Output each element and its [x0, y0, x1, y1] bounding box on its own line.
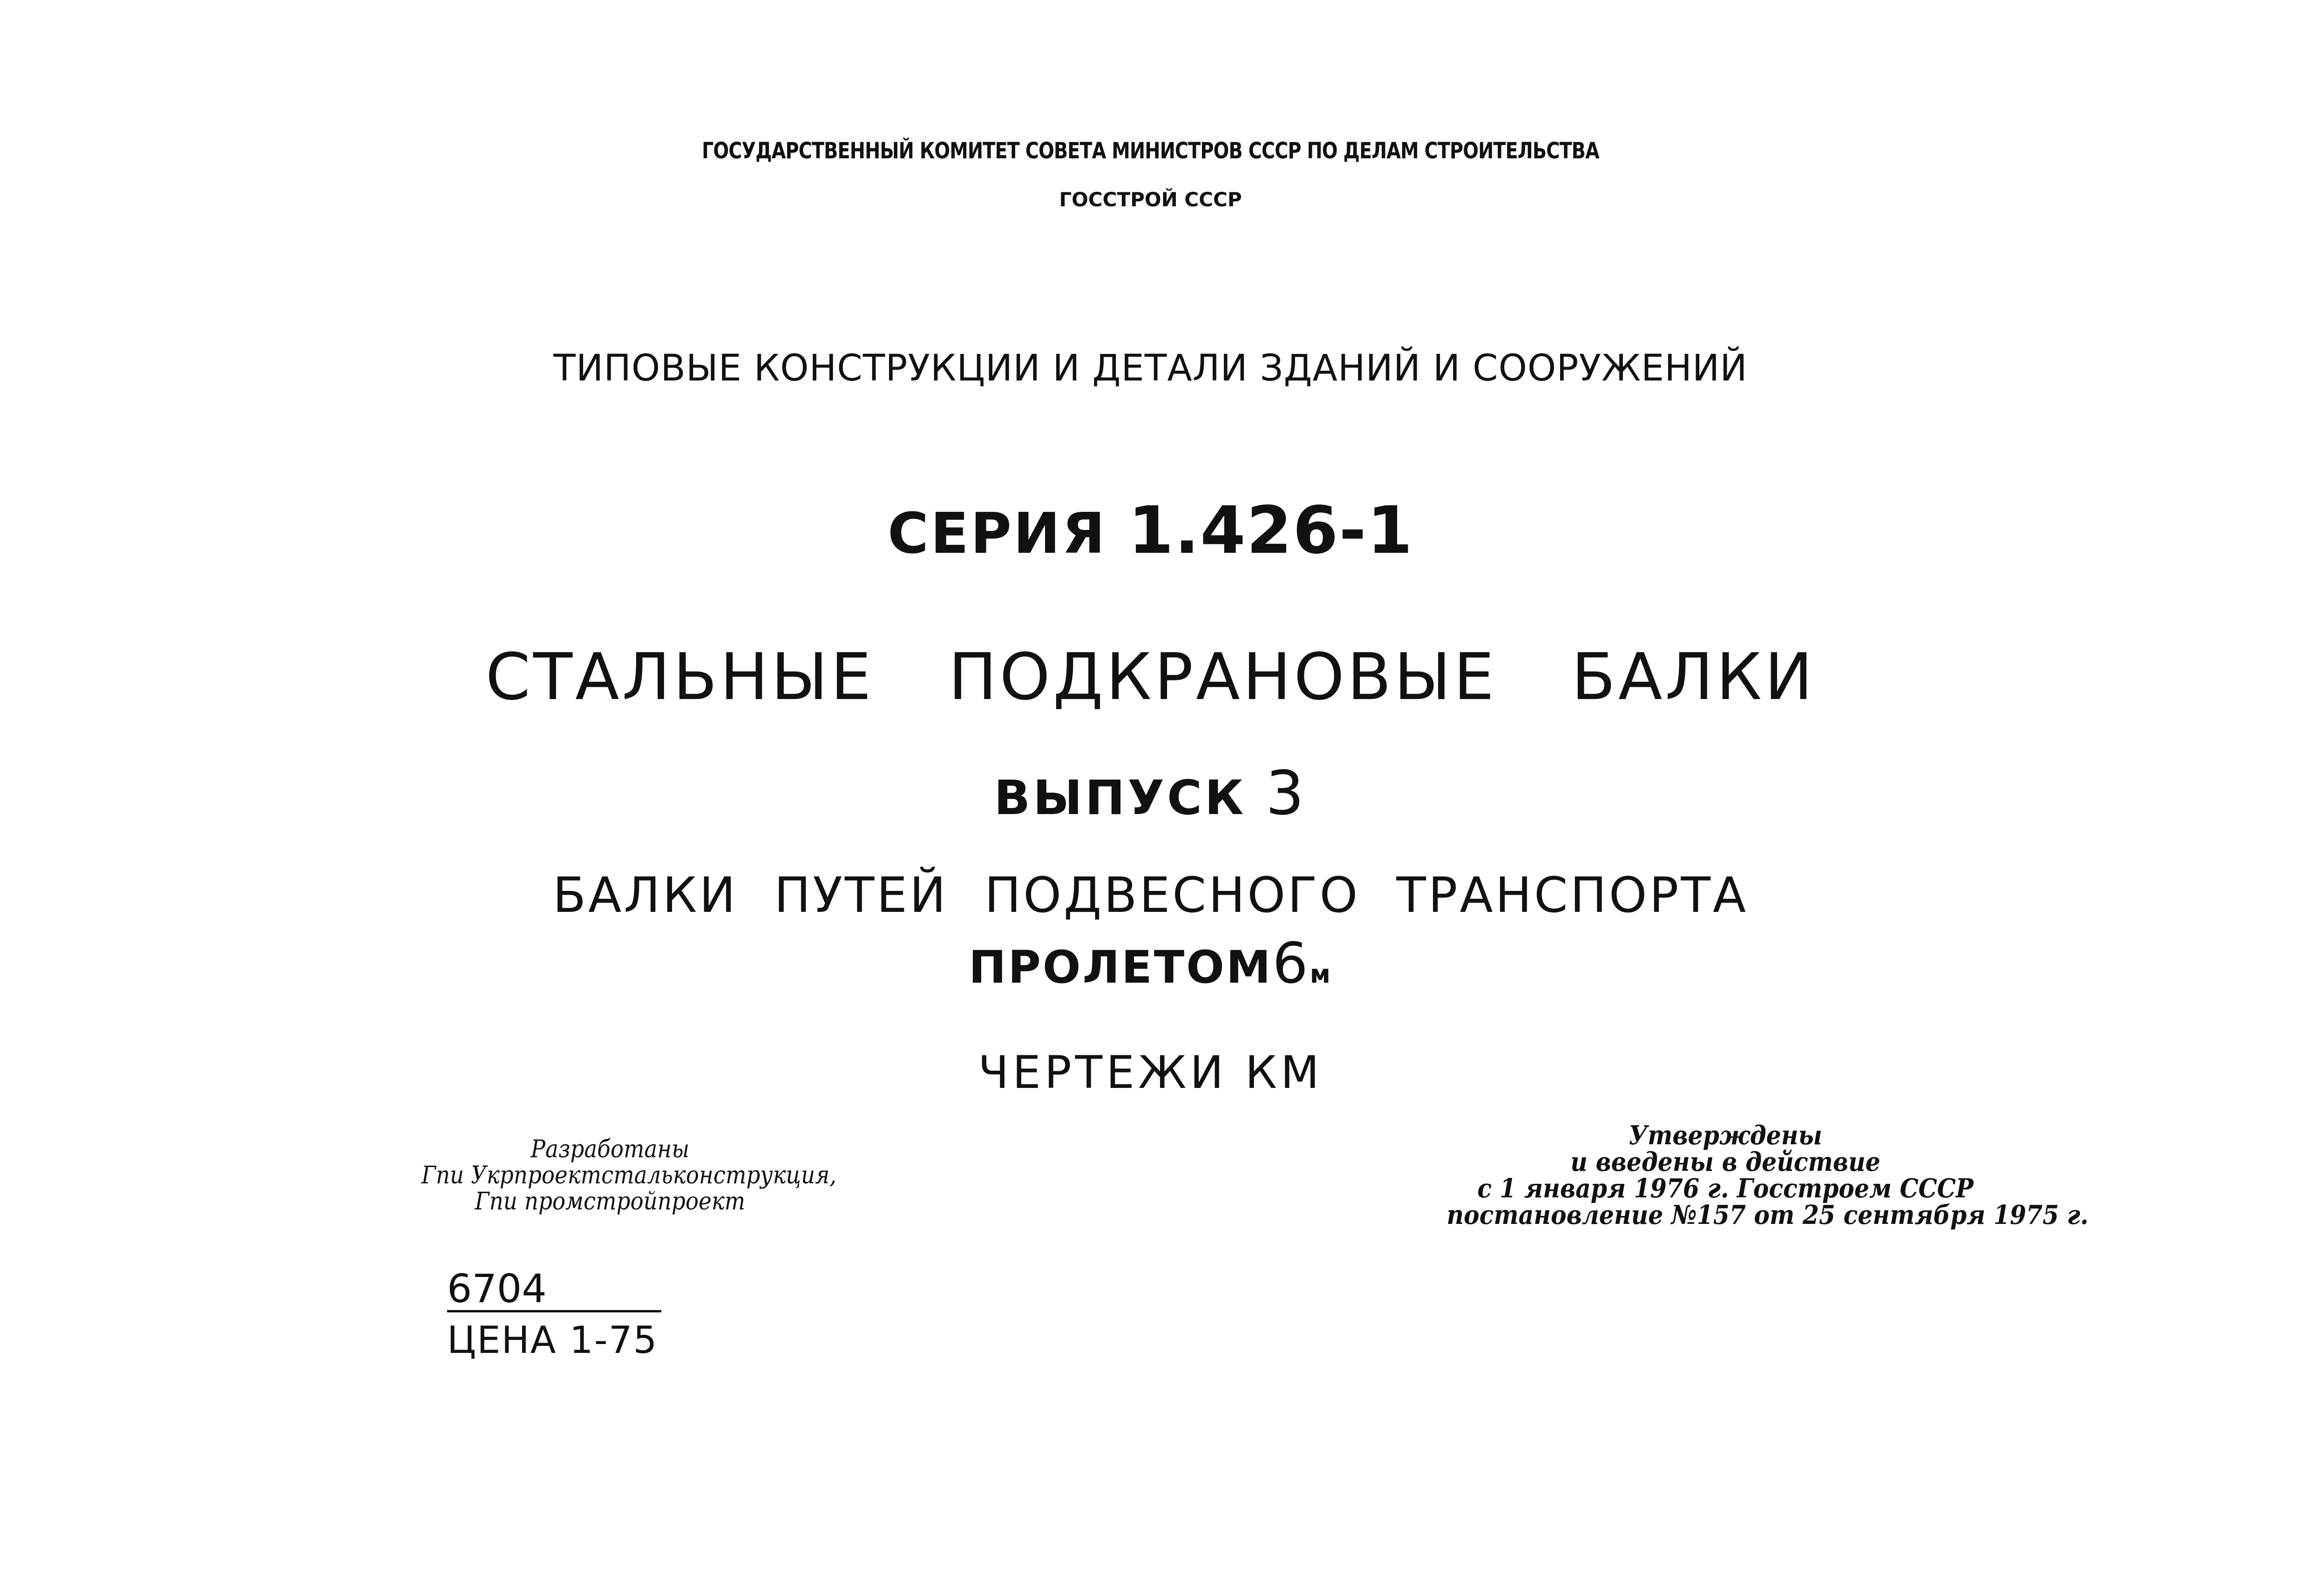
approval-block	[1446, 1120, 2089, 1231]
series-heading	[0, 493, 2301, 569]
approved-line-3: с 1 января 1976 г. Госстроем СССР	[1477, 1173, 1974, 1204]
approved-line-2: и введены в действие	[1570, 1147, 1880, 1178]
span-unit: м	[1310, 959, 1332, 989]
developed-by-block	[421, 1135, 837, 1216]
catalog-code: 6704	[447, 1269, 661, 1312]
series-label: СЕРИЯ	[888, 502, 1107, 566]
subtitle-line-2	[0, 931, 2301, 996]
issue-heading	[0, 758, 2301, 829]
agency-short-name: ГОССТРОЙ СССР	[1059, 188, 1242, 211]
document-title: СТАЛЬНЫЕ ПОДКРАНОВЫЕ БАЛКИ	[485, 639, 1816, 714]
span-label: ПРОЛЕТОМ	[969, 941, 1273, 993]
approved-line-4: постановление №157 от 25 сентября 1975 г.	[1446, 1200, 2089, 1231]
subtitle-line-1: БАЛКИ ПУТЕЙ ПОДВЕСНОГО ТРАНСПОРТА	[552, 867, 1749, 924]
issue-label: ВЫПУСК	[994, 770, 1247, 826]
developer-1: Гпи Укрпроектстальконструкция,	[421, 1161, 837, 1190]
drawings-label: ЧЕРТЕЖИ КМ	[978, 1046, 1323, 1099]
series-number: 1.426-1	[1128, 493, 1413, 569]
agency-name: ГОСУДАРСТВЕННЫЙ КОМИТЕТ СОВЕТА МИНИСТРОВ СССР ПО ДЕЛАМ СТРОИТЕЛЬСТВА	[702, 138, 1599, 164]
approved-label: Утверждены	[1629, 1120, 1822, 1151]
price-label: ЦЕНА 1-75	[447, 1318, 658, 1362]
developed-label: Разработаны	[530, 1135, 690, 1163]
collection-title: ТИПОВЫЕ КОНСТРУКЦИИ И ДЕТАЛИ ЗДАНИЙ И СООРУЖЕНИЙ	[553, 347, 1748, 389]
span-value: 6	[1272, 931, 1310, 996]
developer-2: Гпи промстройпроект	[475, 1188, 746, 1216]
issue-number: 3	[1265, 758, 1307, 829]
